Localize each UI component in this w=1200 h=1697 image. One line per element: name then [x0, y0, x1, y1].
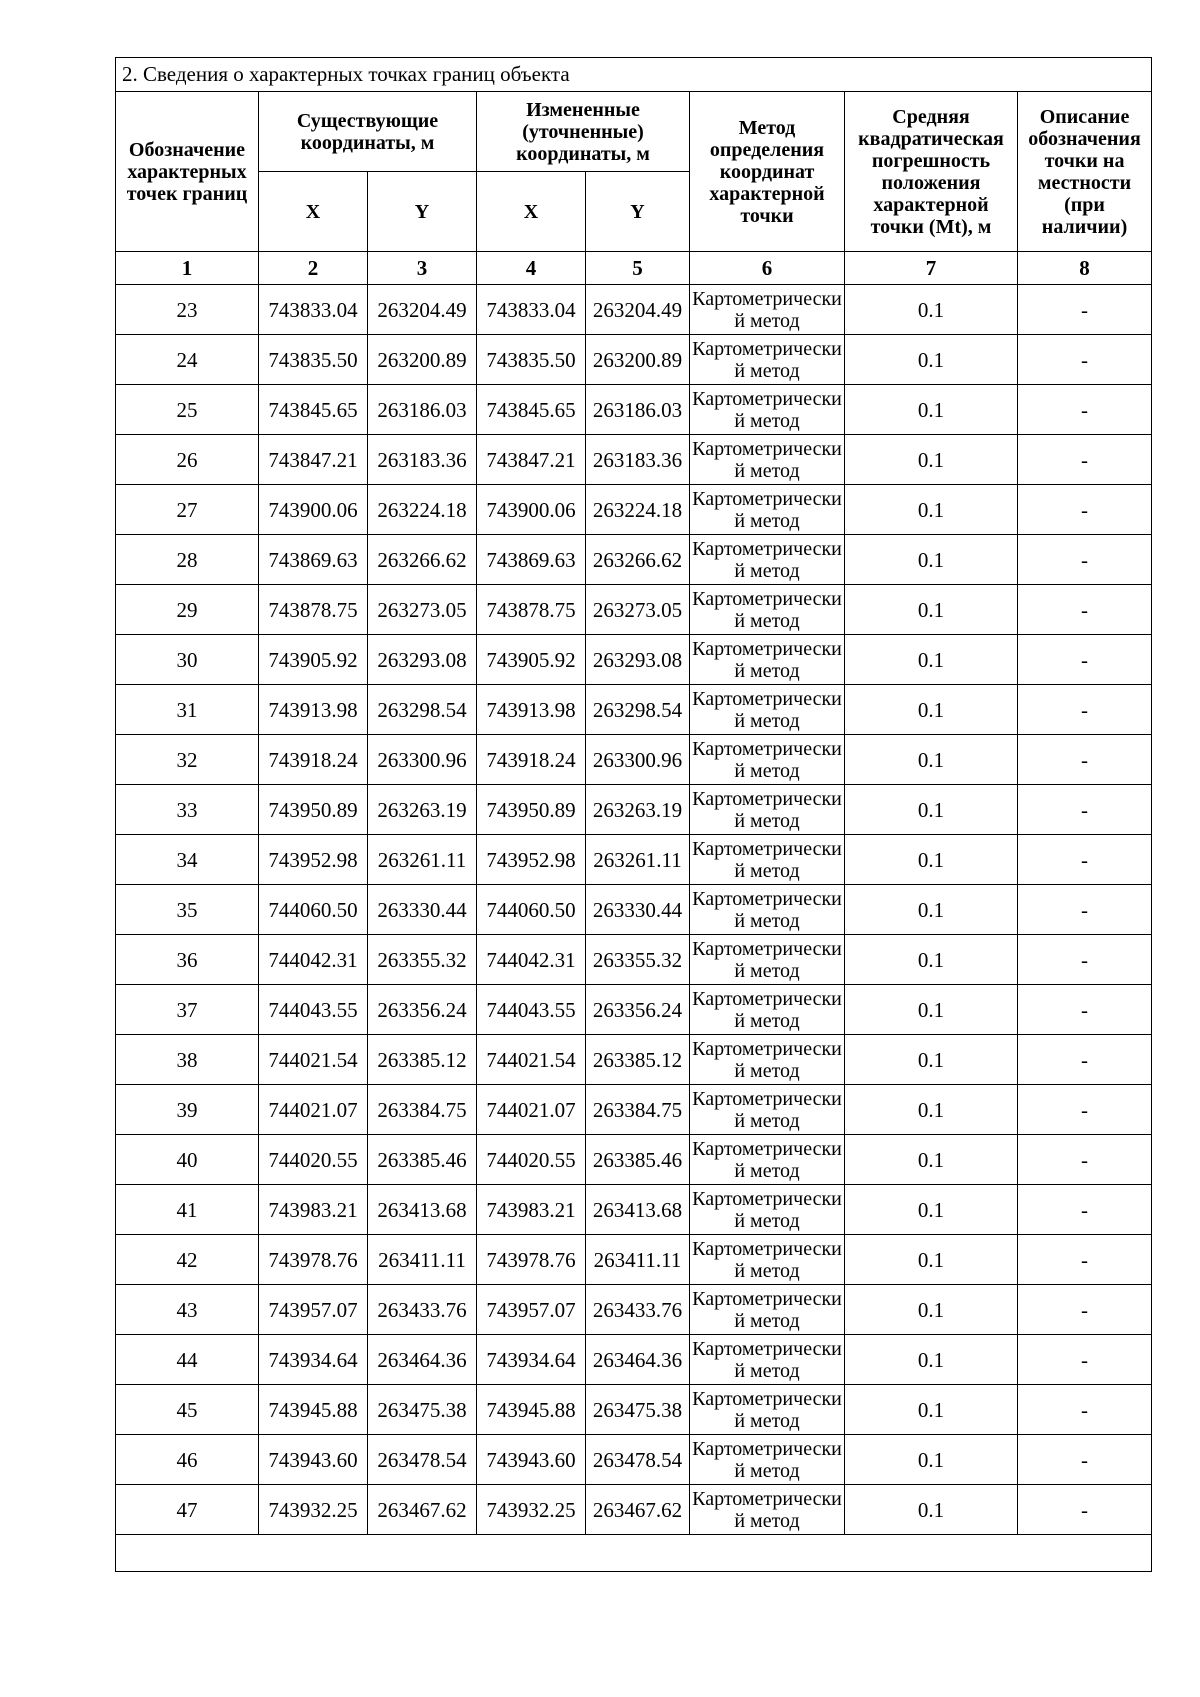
existing-y-cell: 263411.11	[368, 1235, 477, 1285]
table-row	[116, 435, 1152, 485]
table-row	[116, 1435, 1152, 1485]
error-cell: 0.1	[845, 1435, 1018, 1485]
header-changed-x: X	[477, 172, 586, 252]
table-row	[116, 285, 1152, 335]
changed-y-cell: 263224.18	[586, 485, 690, 535]
existing-y-cell: 263475.38	[368, 1385, 477, 1435]
table-row	[116, 535, 1152, 585]
changed-y-cell: 263464.36	[586, 1335, 690, 1385]
header-changed-coordinates: Измененные (уточненные) координаты, м	[477, 92, 690, 172]
method-cell: Картометрический метод	[690, 1435, 845, 1485]
point-number-cell: 29	[116, 585, 259, 635]
existing-x-cell: 743978.76	[259, 1235, 368, 1285]
header-existing-x: X	[259, 172, 368, 252]
changed-y-cell: 263266.62	[586, 535, 690, 585]
changed-y-cell: 263183.36	[586, 435, 690, 485]
existing-x-cell: 743950.89	[259, 785, 368, 835]
point-number-cell: 46	[116, 1435, 259, 1485]
changed-y-cell: 263411.11	[586, 1235, 690, 1285]
changed-x-cell: 743934.64	[477, 1335, 586, 1385]
existing-x-cell: 743833.04	[259, 285, 368, 335]
error-cell: 0.1	[845, 1185, 1018, 1235]
changed-y-cell: 263433.76	[586, 1285, 690, 1335]
existing-x-cell: 743900.06	[259, 485, 368, 535]
table-row	[116, 835, 1152, 885]
existing-y-cell: 263355.32	[368, 935, 477, 985]
existing-y-cell: 263273.05	[368, 585, 477, 635]
existing-y-cell: 263186.03	[368, 385, 477, 435]
column-number: 4	[477, 252, 586, 285]
existing-y-cell: 263183.36	[368, 435, 477, 485]
error-cell: 0.1	[845, 1385, 1018, 1435]
point-number-cell: 30	[116, 635, 259, 685]
changed-x-cell: 743950.89	[477, 785, 586, 835]
point-number-cell: 37	[116, 985, 259, 1035]
changed-x-cell: 743835.50	[477, 335, 586, 385]
header-method: Метод определения координат характерной точки	[690, 92, 845, 252]
existing-x-cell: 744021.54	[259, 1035, 368, 1085]
method-cell: Картометрический метод	[690, 1085, 845, 1135]
description-cell: -	[1018, 1285, 1152, 1335]
existing-x-cell: 743957.07	[259, 1285, 368, 1335]
method-cell: Картометрический метод	[690, 1335, 845, 1385]
existing-x-cell: 743835.50	[259, 335, 368, 385]
method-cell: Картометрический метод	[690, 435, 845, 485]
changed-y-cell: 263475.38	[586, 1385, 690, 1435]
column-number: 1	[116, 252, 259, 285]
changed-y-cell: 263261.11	[586, 835, 690, 885]
method-cell: Картометрический метод	[690, 885, 845, 935]
changed-x-cell: 744020.55	[477, 1135, 586, 1185]
table-row	[116, 685, 1152, 735]
column-number: 5	[586, 252, 690, 285]
error-cell: 0.1	[845, 1235, 1018, 1285]
method-cell: Картометрический метод	[690, 1285, 845, 1335]
point-number-cell: 27	[116, 485, 259, 535]
method-cell: Картометрический метод	[690, 735, 845, 785]
table-row	[116, 785, 1152, 835]
changed-y-cell: 263273.05	[586, 585, 690, 635]
method-cell: Картометрический метод	[690, 635, 845, 685]
method-cell: Картометрический метод	[690, 1485, 845, 1535]
changed-y-cell: 263200.89	[586, 335, 690, 385]
empty-footer-cell	[116, 1535, 1152, 1572]
existing-x-cell: 743869.63	[259, 535, 368, 585]
method-cell: Картометрический метод	[690, 985, 845, 1035]
existing-y-cell: 263300.96	[368, 735, 477, 785]
method-cell: Картометрический метод	[690, 1235, 845, 1285]
existing-x-cell: 743913.98	[259, 685, 368, 735]
point-number-cell: 23	[116, 285, 259, 335]
changed-y-cell: 263467.62	[586, 1485, 690, 1535]
changed-y-cell: 263263.19	[586, 785, 690, 835]
description-cell: -	[1018, 385, 1152, 435]
existing-x-cell: 744042.31	[259, 935, 368, 985]
description-cell: -	[1018, 1035, 1152, 1085]
description-cell: -	[1018, 335, 1152, 385]
table-row	[116, 1385, 1152, 1435]
header-changed-y: Y	[586, 172, 690, 252]
description-cell: -	[1018, 1085, 1152, 1135]
point-number-cell: 35	[116, 885, 259, 935]
table-row	[116, 485, 1152, 535]
error-cell: 0.1	[845, 285, 1018, 335]
changed-y-cell: 263204.49	[586, 285, 690, 335]
method-cell: Картометрический метод	[690, 935, 845, 985]
existing-y-cell: 263330.44	[368, 885, 477, 935]
table-row	[116, 1485, 1152, 1535]
existing-x-cell: 743934.64	[259, 1335, 368, 1385]
changed-x-cell: 743943.60	[477, 1435, 586, 1485]
description-cell: -	[1018, 535, 1152, 585]
changed-x-cell: 743952.98	[477, 835, 586, 885]
changed-x-cell: 743833.04	[477, 285, 586, 335]
changed-y-cell: 263330.44	[586, 885, 690, 935]
description-cell: -	[1018, 435, 1152, 485]
error-cell: 0.1	[845, 1485, 1018, 1535]
table-row	[116, 1135, 1152, 1185]
header-existing-y: Y	[368, 172, 477, 252]
method-cell: Картометрический метод	[690, 1035, 845, 1085]
changed-x-cell: 743913.98	[477, 685, 586, 735]
table-row	[116, 735, 1152, 785]
method-cell: Картометрический метод	[690, 785, 845, 835]
existing-x-cell: 744021.07	[259, 1085, 368, 1135]
table-row	[116, 585, 1152, 635]
existing-y-cell: 263293.08	[368, 635, 477, 685]
table-row	[116, 935, 1152, 985]
error-cell: 0.1	[845, 735, 1018, 785]
changed-y-cell: 263384.75	[586, 1085, 690, 1135]
point-number-cell: 39	[116, 1085, 259, 1135]
existing-y-cell: 263356.24	[368, 985, 477, 1035]
point-number-cell: 42	[116, 1235, 259, 1285]
description-cell: -	[1018, 1385, 1152, 1435]
point-number-cell: 26	[116, 435, 259, 485]
existing-y-cell: 263298.54	[368, 685, 477, 735]
error-cell: 0.1	[845, 1135, 1018, 1185]
changed-x-cell: 743932.25	[477, 1485, 586, 1535]
description-cell: -	[1018, 1335, 1152, 1385]
description-cell: -	[1018, 885, 1152, 935]
changed-y-cell: 263478.54	[586, 1435, 690, 1485]
existing-x-cell: 744060.50	[259, 885, 368, 935]
method-cell: Картометрический метод	[690, 385, 845, 435]
description-cell: -	[1018, 735, 1152, 785]
description-cell: -	[1018, 985, 1152, 1035]
existing-x-cell: 744043.55	[259, 985, 368, 1035]
table-row	[116, 1235, 1152, 1285]
changed-x-cell: 743945.88	[477, 1385, 586, 1435]
method-cell: Картометрический метод	[690, 485, 845, 535]
error-cell: 0.1	[845, 685, 1018, 735]
existing-x-cell: 743878.75	[259, 585, 368, 635]
changed-x-cell: 743978.76	[477, 1235, 586, 1285]
existing-x-cell: 743952.98	[259, 835, 368, 885]
existing-y-cell: 263385.12	[368, 1035, 477, 1085]
description-cell: -	[1018, 685, 1152, 735]
table-row	[116, 1085, 1152, 1135]
header-description: Описание обозначения точки на местности (при наличии)	[1018, 92, 1152, 252]
point-number-cell: 43	[116, 1285, 259, 1335]
point-number-cell: 25	[116, 385, 259, 435]
changed-x-cell: 743900.06	[477, 485, 586, 535]
existing-y-cell: 263200.89	[368, 335, 477, 385]
method-cell: Картометрический метод	[690, 535, 845, 585]
existing-y-cell: 263467.62	[368, 1485, 477, 1535]
changed-y-cell: 263186.03	[586, 385, 690, 435]
point-number-cell: 40	[116, 1135, 259, 1185]
method-cell: Картометрический метод	[690, 335, 845, 385]
method-cell: Картометрический метод	[690, 1135, 845, 1185]
error-cell: 0.1	[845, 935, 1018, 985]
description-cell: -	[1018, 585, 1152, 635]
changed-x-cell: 743957.07	[477, 1285, 586, 1335]
changed-x-cell: 743878.75	[477, 585, 586, 635]
column-number: 3	[368, 252, 477, 285]
error-cell: 0.1	[845, 1085, 1018, 1135]
changed-y-cell: 263385.46	[586, 1135, 690, 1185]
changed-x-cell: 743847.21	[477, 435, 586, 485]
point-number-cell: 47	[116, 1485, 259, 1535]
error-cell: 0.1	[845, 435, 1018, 485]
error-cell: 0.1	[845, 635, 1018, 685]
error-cell: 0.1	[845, 785, 1018, 835]
error-cell: 0.1	[845, 1035, 1018, 1085]
method-cell: Картометрический метод	[690, 1385, 845, 1435]
existing-x-cell: 743845.65	[259, 385, 368, 435]
changed-x-cell: 743845.65	[477, 385, 586, 435]
changed-x-cell: 744021.54	[477, 1035, 586, 1085]
table-row	[116, 1285, 1152, 1335]
table-row	[116, 985, 1152, 1035]
existing-x-cell: 743983.21	[259, 1185, 368, 1235]
method-cell: Картометрический метод	[690, 285, 845, 335]
changed-x-cell: 743983.21	[477, 1185, 586, 1235]
changed-x-cell: 743905.92	[477, 635, 586, 685]
point-number-cell: 24	[116, 335, 259, 385]
description-cell: -	[1018, 1485, 1152, 1535]
existing-y-cell: 263478.54	[368, 1435, 477, 1485]
changed-x-cell: 743869.63	[477, 535, 586, 585]
changed-y-cell: 263355.32	[586, 935, 690, 985]
table-row	[116, 335, 1152, 385]
existing-x-cell: 743932.25	[259, 1485, 368, 1535]
changed-x-cell: 744043.55	[477, 985, 586, 1035]
description-cell: -	[1018, 485, 1152, 535]
existing-x-cell: 743905.92	[259, 635, 368, 685]
column-number: 6	[690, 252, 845, 285]
existing-y-cell: 263433.76	[368, 1285, 477, 1335]
table-row	[116, 885, 1152, 935]
method-cell: Картометрический метод	[690, 1185, 845, 1235]
changed-x-cell: 743918.24	[477, 735, 586, 785]
point-number-cell: 34	[116, 835, 259, 885]
changed-y-cell: 263385.12	[586, 1035, 690, 1085]
existing-y-cell: 263266.62	[368, 535, 477, 585]
existing-y-cell: 263464.36	[368, 1335, 477, 1385]
changed-x-cell: 744060.50	[477, 885, 586, 935]
point-number-cell: 32	[116, 735, 259, 785]
point-number-cell: 38	[116, 1035, 259, 1085]
description-cell: -	[1018, 1135, 1152, 1185]
existing-y-cell: 263204.49	[368, 285, 477, 335]
error-cell: 0.1	[845, 1285, 1018, 1335]
method-cell: Картометрический метод	[690, 835, 845, 885]
description-cell: -	[1018, 1185, 1152, 1235]
table-row	[116, 385, 1152, 435]
table-row	[116, 1185, 1152, 1235]
point-number-cell: 41	[116, 1185, 259, 1235]
error-cell: 0.1	[845, 585, 1018, 635]
header-point-name: Обозначение характерных точек границ	[116, 92, 259, 252]
description-cell: -	[1018, 635, 1152, 685]
changed-x-cell: 744021.07	[477, 1085, 586, 1135]
error-cell: 0.1	[845, 835, 1018, 885]
changed-y-cell: 263356.24	[586, 985, 690, 1035]
error-cell: 0.1	[845, 885, 1018, 935]
changed-y-cell: 263300.96	[586, 735, 690, 785]
method-cell: Картометрический метод	[690, 685, 845, 735]
error-cell: 0.1	[845, 535, 1018, 585]
point-number-cell: 33	[116, 785, 259, 835]
point-number-cell: 45	[116, 1385, 259, 1435]
existing-y-cell: 263384.75	[368, 1085, 477, 1135]
description-cell: -	[1018, 835, 1152, 885]
existing-x-cell: 743847.21	[259, 435, 368, 485]
error-cell: 0.1	[845, 985, 1018, 1035]
changed-y-cell: 263293.08	[586, 635, 690, 685]
existing-x-cell: 743943.60	[259, 1435, 368, 1485]
error-cell: 0.1	[845, 1335, 1018, 1385]
description-cell: -	[1018, 935, 1152, 985]
changed-y-cell: 263413.68	[586, 1185, 690, 1235]
column-number: 8	[1018, 252, 1152, 285]
method-cell: Картометрический метод	[690, 585, 845, 635]
existing-y-cell: 263413.68	[368, 1185, 477, 1235]
table-row	[116, 1335, 1152, 1385]
error-cell: 0.1	[845, 335, 1018, 385]
error-cell: 0.1	[845, 385, 1018, 435]
description-cell: -	[1018, 1235, 1152, 1285]
boundary-points-table	[115, 57, 1152, 1572]
point-number-cell: 28	[116, 535, 259, 585]
changed-x-cell: 744042.31	[477, 935, 586, 985]
description-cell: -	[1018, 1435, 1152, 1485]
existing-y-cell: 263263.19	[368, 785, 477, 835]
error-cell: 0.1	[845, 485, 1018, 535]
column-number: 7	[845, 252, 1018, 285]
table-row	[116, 1035, 1152, 1085]
existing-y-cell: 263385.46	[368, 1135, 477, 1185]
section-title: 2. Сведения о характерных точках границ объекта	[116, 58, 1152, 92]
table-footer-row	[116, 1535, 1152, 1572]
description-cell: -	[1018, 285, 1152, 335]
existing-y-cell: 263224.18	[368, 485, 477, 535]
description-cell: -	[1018, 785, 1152, 835]
table-row	[116, 635, 1152, 685]
point-number-cell: 36	[116, 935, 259, 985]
existing-y-cell: 263261.11	[368, 835, 477, 885]
column-number: 2	[259, 252, 368, 285]
header-error: Средняя квадратическая погрешность положения характерной точки (Mt), м	[845, 92, 1018, 252]
point-number-cell: 31	[116, 685, 259, 735]
existing-x-cell: 743945.88	[259, 1385, 368, 1435]
header-existing-coordinates: Существующие координаты, м	[259, 92, 477, 172]
existing-x-cell: 743918.24	[259, 735, 368, 785]
point-number-cell: 44	[116, 1335, 259, 1385]
changed-y-cell: 263298.54	[586, 685, 690, 735]
existing-x-cell: 744020.55	[259, 1135, 368, 1185]
